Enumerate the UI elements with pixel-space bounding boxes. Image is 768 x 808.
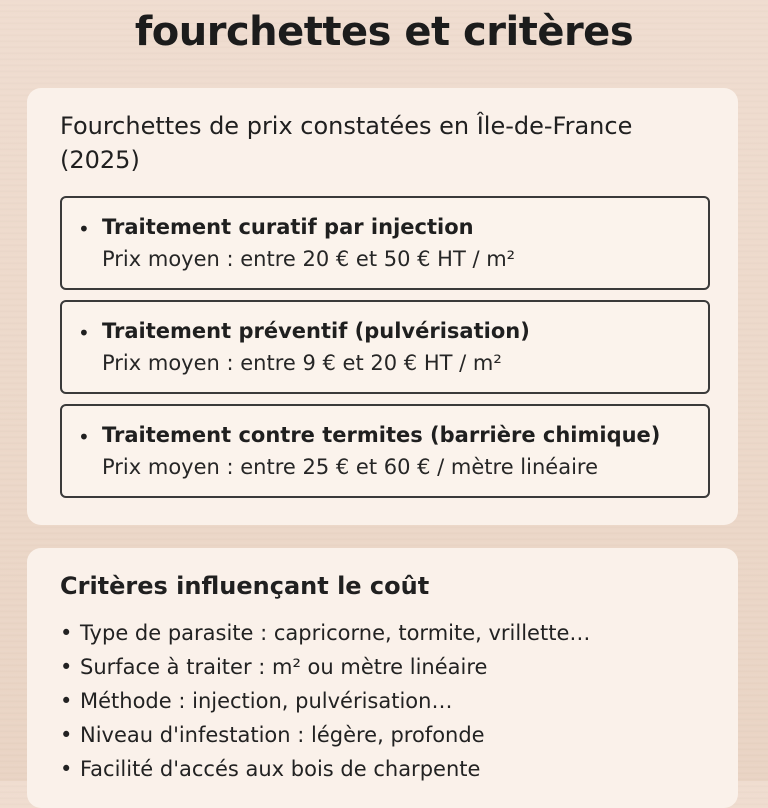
price-item-name: Traitement préventif (pulvérisation) bbox=[102, 319, 530, 343]
list-item bbox=[60, 718, 590, 752]
bullet-icon: • bbox=[60, 655, 73, 679]
cost-criteria-list bbox=[60, 616, 590, 786]
list-item bbox=[60, 616, 590, 650]
price-ranges-title: Fourchettes de prix constatées en Île-de-France (2025) bbox=[60, 112, 633, 174]
criteria-text: Niveau d'infestation : légère, profonde bbox=[80, 723, 485, 747]
price-ranges-card bbox=[27, 88, 738, 525]
criteria-text: Facilité d'accés aux bois de charpente bbox=[80, 757, 481, 781]
list-item bbox=[60, 650, 590, 684]
bullet-icon: • bbox=[78, 321, 90, 345]
price-item-termites bbox=[60, 404, 710, 498]
list-item bbox=[60, 684, 590, 718]
criteria-text: Surface à traiter : m² ou mètre linéaire bbox=[80, 655, 488, 679]
criteria-text: Type de parasite : capricorne, tormite, vrillette… bbox=[80, 621, 591, 645]
price-item-value: Prix moyen : entre 25 € et 60 € / mètre linéaire bbox=[102, 455, 599, 479]
price-item-value: Prix moyen : entre 20 € et 50 € HT / m² bbox=[102, 247, 516, 271]
price-item-preventive bbox=[60, 300, 710, 394]
bullet-icon: • bbox=[60, 689, 73, 713]
cost-criteria-title: Critères influençant le coût bbox=[60, 572, 430, 600]
bullet-icon: • bbox=[78, 217, 90, 241]
bullet-icon: • bbox=[60, 621, 73, 645]
price-item-name: Traitement curatif par injection bbox=[102, 215, 474, 239]
page-title: fourchettes et critères bbox=[134, 9, 634, 55]
cost-criteria-card bbox=[27, 548, 738, 808]
bullet-icon: • bbox=[60, 723, 73, 747]
bullet-icon: • bbox=[78, 425, 90, 449]
price-item-name: Traitement contre termites (barrière chimique) bbox=[102, 423, 661, 447]
price-item-curative bbox=[60, 196, 710, 290]
price-item-value: Prix moyen : entre 9 € et 20 € HT / m² bbox=[102, 351, 502, 375]
criteria-text: Méthode : injection, pulvérisation… bbox=[80, 689, 453, 713]
bullet-icon: • bbox=[60, 757, 73, 781]
